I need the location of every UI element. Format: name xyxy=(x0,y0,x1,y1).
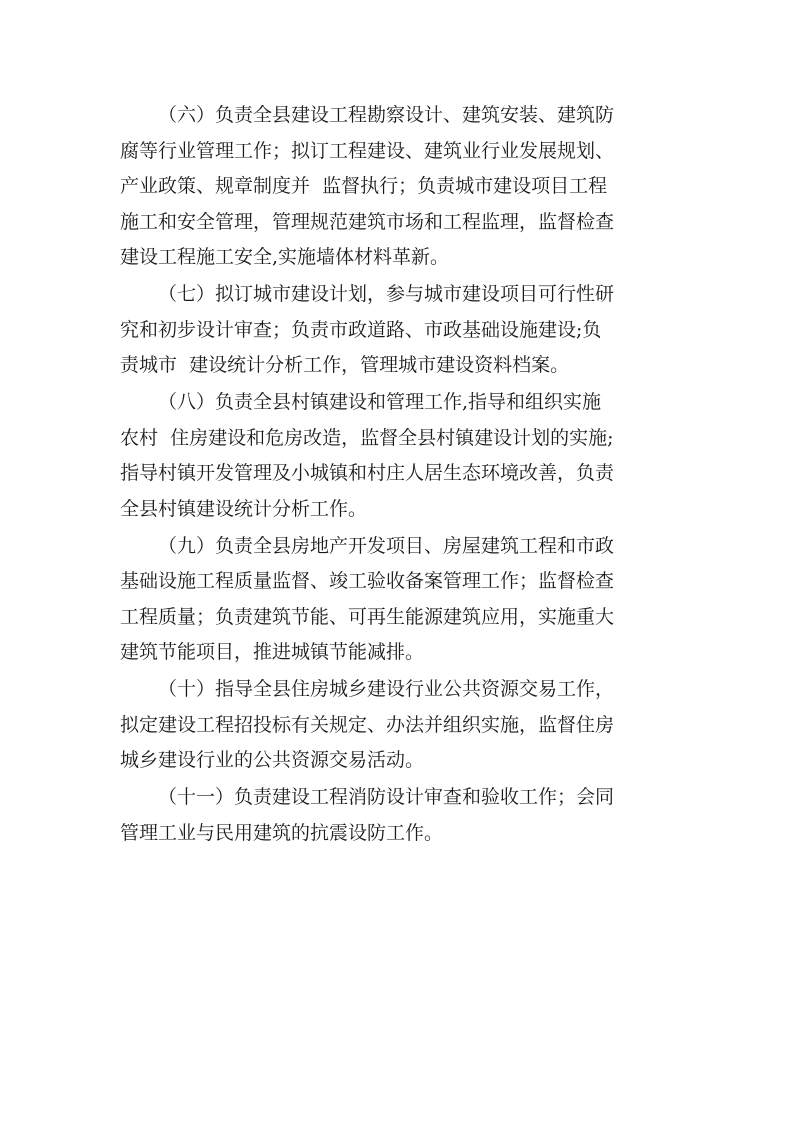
text-line: 责城市 建设统计分析工作，管理城市建设资料档案。 xyxy=(120,354,570,376)
text-line: 产业政策、规章制度并 监督执行；负责城市建设项目工程 xyxy=(120,175,608,197)
text-line: （十）指导全县住房城乡建设行业公共资源交易工作， xyxy=(158,678,615,700)
paragraph-11 xyxy=(120,780,690,851)
text-line: （八）负责全县村镇建设和管理工作,指导和组织实施 xyxy=(158,391,602,413)
document-body xyxy=(120,98,690,853)
text-line: 管理工业与民用建筑的抗震设防工作。 xyxy=(120,821,444,844)
text-line: 工程质量；负责建筑节能、可再生能源建筑应用，实施重大 xyxy=(120,605,615,628)
text-line: （六）负责全县建设工程勘察设计、建筑安装、建筑防 xyxy=(158,104,615,126)
paragraph-9 xyxy=(120,529,690,671)
text-line: 施工和安全管理，管理规范建筑市场和工程监理，监督检查 xyxy=(120,210,615,233)
paragraph-10 xyxy=(120,672,690,779)
text-line: 腐等行业管理工作；拟订工程建设、建筑业行业发展规划、 xyxy=(120,139,615,162)
text-line: 基础设施工程质量监督、竣工验收备案管理工作；监督检查 xyxy=(120,570,615,592)
text-line: （十一）负责建设工程消防设计审查和验收工作；会同 xyxy=(158,786,615,808)
text-line: （七）拟订城市建设计划，参与城市建设项目可行性研 xyxy=(158,283,615,305)
text-line: 拟定建设工程招投标有关规定、办法并组织实施，监督住房 xyxy=(120,713,615,736)
text-line: 城乡建设行业的公共资源交易活动。 xyxy=(120,749,425,771)
text-line: 农村 住房建设和危房改造，监督全县村镇建设计划的实施; xyxy=(120,426,614,449)
paragraph-6 xyxy=(120,98,690,276)
paragraph-7 xyxy=(120,277,690,384)
text-line: 建筑节能项目，推进城镇节能减排。 xyxy=(120,641,425,663)
text-line: （九）负责全县房地产开发项目、房屋建筑工程和市政 xyxy=(158,534,615,557)
paragraph-8 xyxy=(120,385,690,527)
text-line: 究和初步设计审查；负责市政道路、市政基础设施建设;负 xyxy=(120,318,602,341)
text-line: 指导村镇开发管理及小城镇和村庄人居生态环境改善，负责 xyxy=(120,462,615,484)
text-line: 建设工程施工安全,实施墙体材料革新。 xyxy=(120,246,450,268)
text-line: 全县村镇建设统计分析工作。 xyxy=(120,497,368,520)
